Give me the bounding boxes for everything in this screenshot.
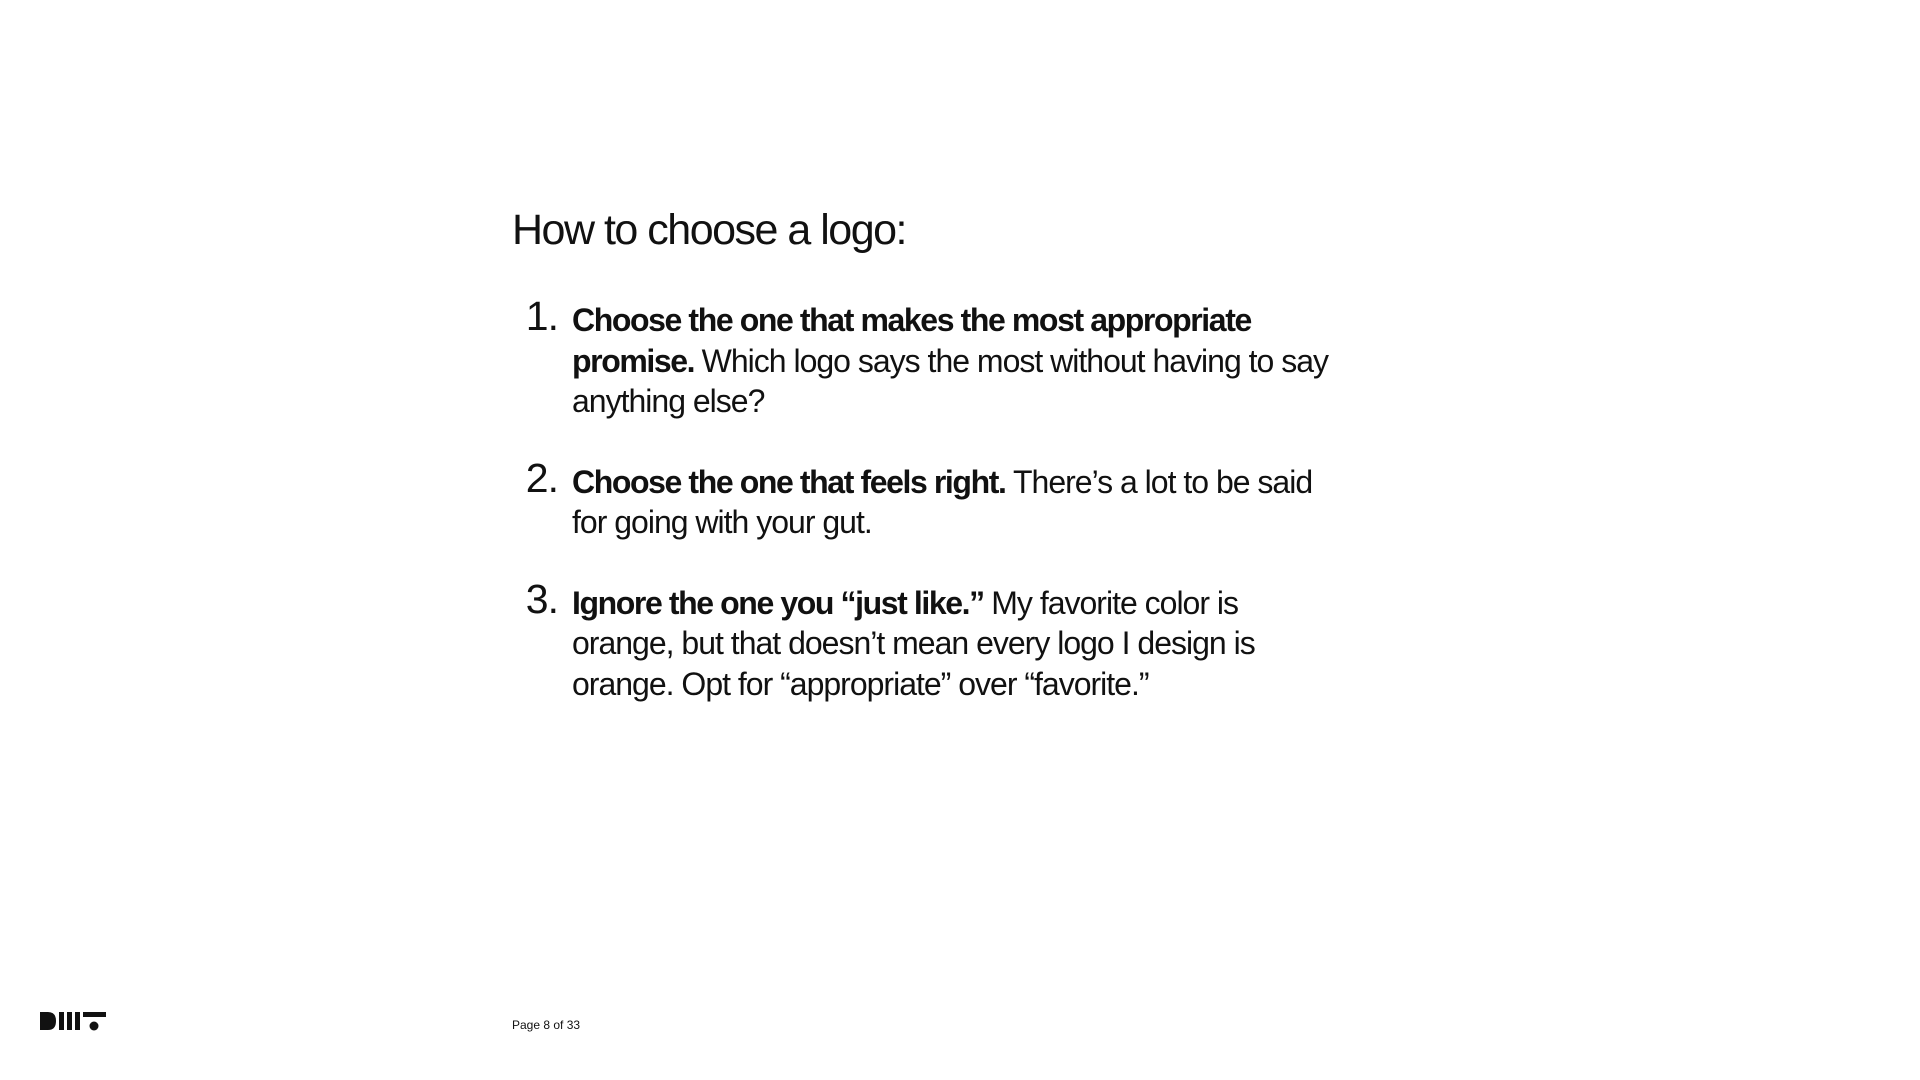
list-item (512, 575, 1342, 705)
step-number: 2. (525, 454, 558, 501)
step-body: My favorite color is orange, but that doesn’t mean every logo I design is orange. Opt for “appropriate” over “favorite.” (572, 584, 1255, 702)
step-lead: Choose the one that feels right. (572, 463, 1013, 500)
step-number: 1. (525, 293, 558, 339)
brand-logo-icon (40, 1009, 108, 1033)
steps-list (512, 293, 1342, 744)
page-title: How to choose a logo: (512, 206, 906, 254)
step-body: There’s a lot to be said for going with your gut. (572, 463, 1313, 540)
list-item (512, 454, 1342, 543)
step-lead: Choose the one that makes the most appropriate promise. (572, 302, 1251, 379)
step-body: Which logo says the most without having to say anything else? (572, 342, 1328, 419)
list-item (512, 293, 1342, 422)
page-indicator: Page 8 of 33 (512, 1018, 581, 1032)
step-lead: Ignore the one you “just like.” (572, 584, 992, 621)
step-number: 3. (525, 575, 558, 622)
